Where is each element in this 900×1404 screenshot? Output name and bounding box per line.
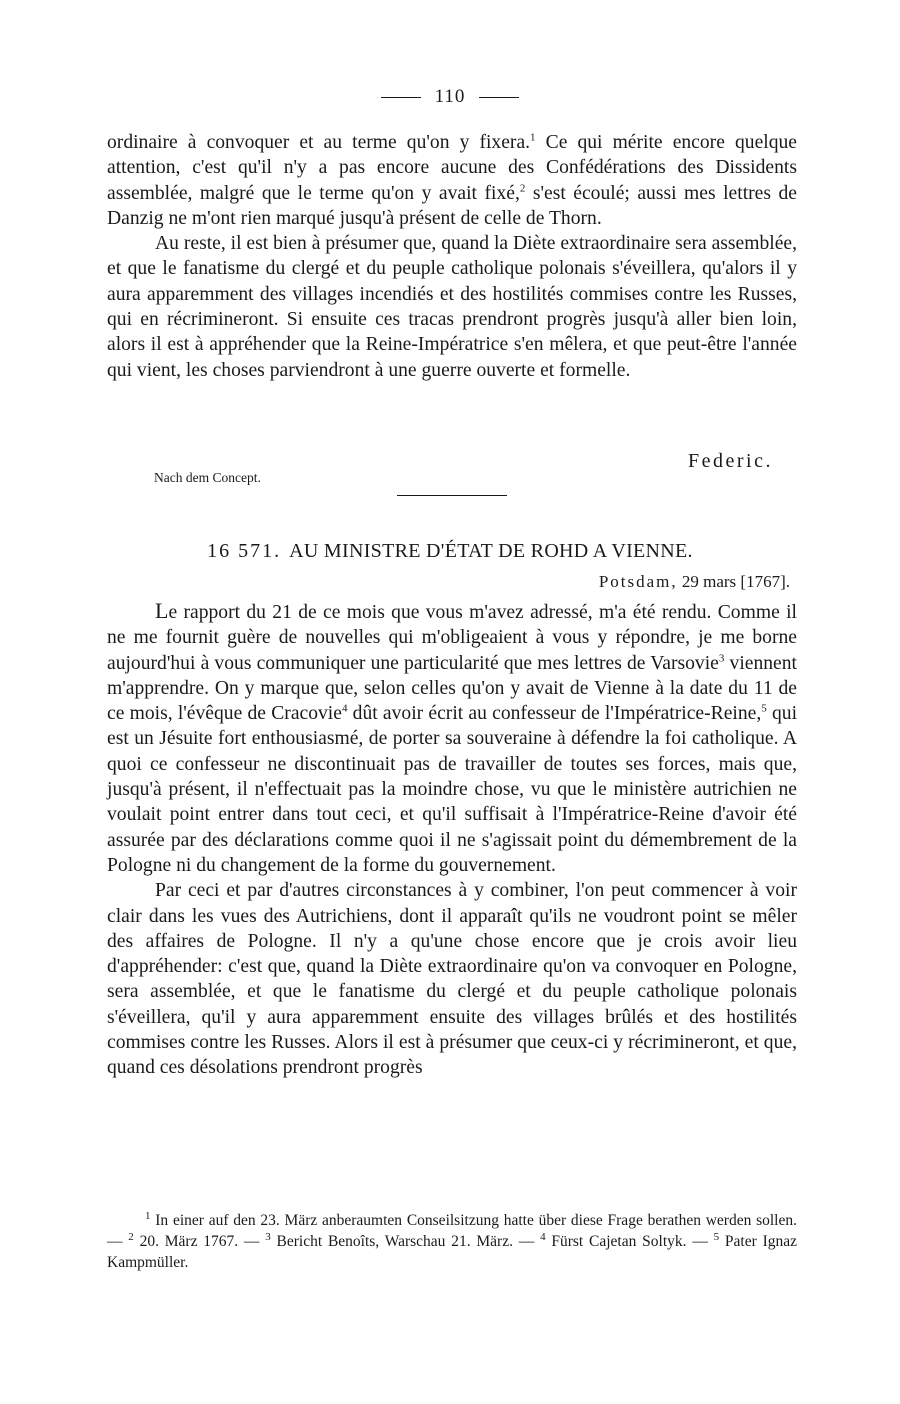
date-place: Potsdam, <box>598 572 678 591</box>
footnote-mark-1: 1 <box>145 1209 151 1222</box>
footnote-mark-2: 2 <box>128 1230 134 1243</box>
signature-block <box>107 450 797 490</box>
source-note: Nach dem Concept. <box>154 470 261 485</box>
header-dash-right <box>479 97 519 98</box>
letter-body <box>107 598 797 1081</box>
signature: Federic. <box>688 450 773 472</box>
footnote-mark-3: 3 <box>265 1230 271 1243</box>
footnote-ref-2: 2 <box>519 182 526 195</box>
paragraph-1-text-c: s'est écoulé; aussi mes lettres de Danzig ne m'ont rien marqué jusqu'à présent de celle de Thorn. <box>107 182 797 229</box>
footnote-ref-1: 1 <box>530 131 536 144</box>
document-number: 16 571. <box>207 540 282 562</box>
footnote-ref-5: 5 <box>761 702 767 715</box>
footnote-mark-4: 4 <box>540 1230 546 1243</box>
footnote-1: In einer auf den 23. März anberaumten Conseilsitzung hatte über diese Frage berathen werden sollen. — <box>107 1212 797 1250</box>
footnote-4: Fürst Cajetan Soltyk. — <box>545 1233 714 1250</box>
footnote-block <box>107 1210 797 1273</box>
document-heading <box>0 540 900 563</box>
footnote-mark-5: 5 <box>713 1230 720 1243</box>
footnotes <box>107 1210 797 1273</box>
paragraph-1 <box>107 130 797 231</box>
paragraph-3-text-b: viennent m'apprendre. On y marque que, selon celles qu'on y avait de Vienne à la date du 11 de ce mois, l'évêque de Cracovie <box>107 652 797 725</box>
paragraph-1-text-a: ordinaire à convoquer et au terme qu'on y fixera. <box>107 132 531 153</box>
letter-continuation <box>107 130 797 383</box>
page-header <box>0 86 900 108</box>
document-title: AU MINISTRE D'ÉTAT DE ROHD A VIENNE. <box>289 540 693 562</box>
section-divider <box>397 495 507 496</box>
paragraph-1-text-b: Ce qui mérite encore quelque attention, c'est qu'il n'y a pas encore aucune des Confédérations des Dissidents assemblée, malgré que le terme qu'on y avait fixé, <box>107 132 797 204</box>
paragraph-4: Par ceci et par d'autres circonstances à y combiner, l'on peut commencer à voir clair dans les vues des Autrichiens, dont il apparaît qu'ils ne voudront point se mêler des affaires de Pologne. Il n'y a qu'une chose encore que je crois avoir lieu d'appréhender: c'est que, quand la Diète extraordinaire qu'on va convoquer en Pologne, sera assemblée, et que le fanatisme du clergé et du peuple catholique polonais s'éveillera, qu'il y aura apparemment ensuite des villages brûlés et des hostilités commises contre les Russes. Alors il est à présumer que ceux-ci y récrimineront, et que, quand ces désolations prendront progrès <box>107 880 797 1079</box>
paragraph-2: Au reste, il est bien à présumer que, quand la Diète extraordinaire sera assemblée, et que le fanatisme du clergé et du peuple catholique polonais s'éveillera, qu'alors il y aura apparemment des villages incendiés et des hostilités commises contre les Russes, qui en récrimineront. Si ensuite ces tracas prendront progrès jusqu'à aller bien loin, alors il est à appréhender que la Reine-Impératrice s'en mêlera, et que peut-être l'année qui vient, les choses parviendront à une guerre ouverte et formelle. <box>107 233 797 381</box>
paragraph-3-text-a: e rapport du 21 de ce mois que vous m'avez adressé, m'a été rendu. Comme il ne me fournit guère de nouvelles qui m'obligeaient à vous y répondre, je me borne aujourd'hui à vous communiquer une particularité que mes lettres de Varsovie <box>107 602 797 674</box>
dateline <box>599 572 790 592</box>
header-dash-left <box>381 97 421 98</box>
footnote-ref-3: 3 <box>718 652 725 665</box>
footnote-ref-4: 4 <box>341 702 348 715</box>
date-text: 29 mars [1767]. <box>677 572 790 591</box>
page-number: 110 <box>434 86 466 107</box>
paragraph-3-text-d: qui est un Jésuite fort enthousiasmé, de porter sa souveraine à défendre la foi catholique. A quoi ce confesseur ne discontinuait pas de travailler de toutes ses forces, mais que, jusqu'à présent, il n'effectuait pas la moindre chose, vu que le ministère autrichien ne voulait point entrer dans tout ceci, et qu'il suffisait à l'Impératrice-Reine d'avoir été assurée par des déclarations comme quoi il ne s'agissait point du démembrement de la Pologne ni du changement de la forme du gouvernement. <box>107 703 798 876</box>
footnote-3: Bericht Benoîts, Warschau 21. März. — <box>270 1233 541 1250</box>
paragraph-3-text-c: dût avoir écrit au confesseur de l'Impératrice-Reine, <box>347 703 762 725</box>
footnote-5: Pater Ignaz Kampmüller. <box>107 1233 797 1271</box>
footnote-2: 20. März 1767. — <box>133 1233 266 1250</box>
paragraph-3 <box>107 598 797 878</box>
paragraph-3-initial: L <box>155 598 169 623</box>
